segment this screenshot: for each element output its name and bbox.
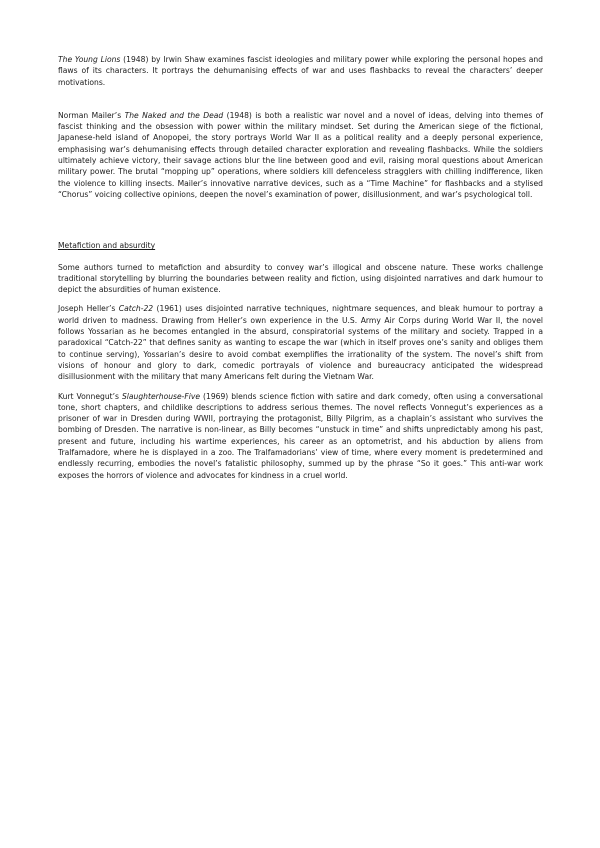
book-title-young-lions: The Young Lions (58, 55, 121, 64)
paragraph-catch-22 (58, 303, 543, 382)
paragraph-text: (1969) blends science fiction with satire and dark comedy, often using a conversational tone, short chapters, and childlike descriptions to address serious themes. The novel reflects Vonnegut’s experiences as a prisoner of war in Dresden during WWII, portraying the protagonist, Billy Pilgrim, as a chaplain’s assistant who survives the bombing of Dresden. The narrative is non-linear, as Billy becomes “unstuck in time” and shifts unpredictably among his past, present and future, including his wartime experiences, his career as an optometrist, and his abduction by aliens from Tralfamadore, where he is displayed in a zoo. The Tralfamadorians’ view of time, where every moment is predetermined and endlessly recurring, embodies the novel’s fatalistic philosophy, summed up by the phrase “So it goes.” This anti-war work exposes the horrors of violence and advocates for kindness in a cruel world. (58, 391, 544, 480)
paragraph-text: (1961) uses disjointed narrative techniques, nightmare sequences, and bleak humour to portray a world driven to madness. Drawing from Heller’s own experience in the U.S. Army Air Corps during World War II, the novel follows Yossarian as he becomes entangled in the absurd, conspiratorial systems of the military and society. Trapped in a paradoxical “Catch-22” that defines sanity as wanting to escape the war (which in itself proves one’s sanity and obliges them to continue serving), Yossarian’s desire to avoid combat exemplifies the irrationality of the system. The novel’s shift from visions of honour and glory to dark, comedic portrayals of violence and bureaucracy anticipated the widespread disillusionment with the military that many Americans felt during the Vietnam War. (58, 304, 543, 382)
paragraph-text: (1948) by Irwin Shaw examines fascist ideologies and military power while exploring the personal hopes and flaws of its characters. It portrays the dehumanising effects of war and uses flashbacks to reveal the characters’ deeper motivations. (58, 55, 543, 87)
book-title-catch-22: Catch-22 (118, 304, 154, 314)
paragraph-lead: Kurt Vonnegut’s (58, 391, 122, 401)
paragraph-naked-and-dead (58, 110, 543, 200)
document-page (58, 54, 543, 481)
paragraph-slaughterhouse-five (58, 391, 543, 481)
book-title-naked-and-dead: The Naked and the Dead (124, 110, 224, 120)
paragraph-text: (1948) is both a realistic war novel and a novel of ideas, delving into themes of fascist thinking and the obsession with power within the military mindset. Set during the American siege of the fictional, Japanese-held island of Anopopei, the story portrays World War II as a political reality and a deeply personal experience, emphasising war’s dehumanising effects through detailed character exploration and revealing flashbacks. While the soldiers ultimately achieve victory, their savage actions blur the line between good and evil, raising moral questions about American military power. The brutal “mopping up” operations, where soldiers kill defenceless stragglers with chilling indifference, liken the violence to killing insects. Mailer’s innovative narrative devices, such as a “Time Machine” for flashbacks and a stylised “Chorus” voicing collective opinions, deepen the novel’s examination of power, disillusionment, and war’s psychological toll. (58, 110, 543, 199)
paragraph-lead: Norman Mailer’s (58, 110, 125, 120)
paragraph-lead: Joseph Heller’s (58, 304, 119, 314)
book-title-slaughterhouse-five: Slaughterhouse-Five (121, 391, 201, 401)
paragraph-intro-metafiction: Some authors turned to metafiction and absurdity to convey war’s illogical and obscene nature. These works challenge traditional storytelling by blurring the boundaries between reality and fiction, using disjointed narratives and dark humour to depict the absurdities of human existence. (58, 262, 543, 295)
paragraph-young-lions (58, 54, 543, 88)
section-heading: Metafiction and absurdity (58, 241, 156, 251)
